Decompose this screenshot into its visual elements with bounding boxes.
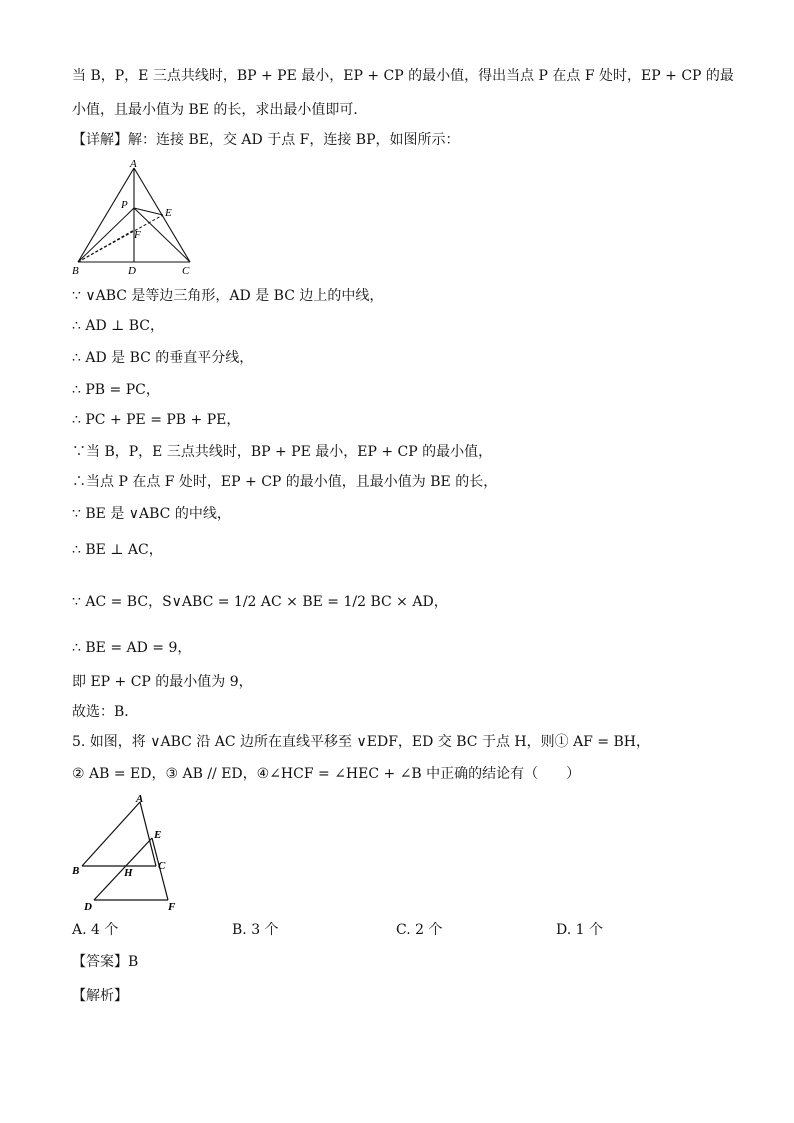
fig2-label-a: A	[136, 793, 144, 805]
fig1-label-c: C	[182, 265, 190, 277]
text-line-1: 当 B，P，E 三点共线时，BP + PE 最小，EP + CP 的最小值，得出当点 P 在点 F 处时，EP + CP 的最	[72, 68, 734, 84]
fig2-label-b: B	[72, 865, 80, 877]
text-line-9: ∵当 B，P，E 三点共线时，BP + PE 最小，EP + CP 的最小值，	[72, 444, 493, 460]
fig2-label-f: F	[168, 901, 176, 912]
text-line-8: ∴ PC + PE = PB + PE，	[72, 412, 241, 428]
option-d[interactable]: D. 1 个	[556, 922, 603, 938]
option-a[interactable]: A. 4 个	[72, 922, 119, 938]
fig1-label-b: B	[72, 265, 79, 277]
text-line-11: ∵ BE 是 ∨ABC 的中线，	[72, 506, 231, 522]
text-line-6: ∴ AD 是 BC 的垂直平分线，	[72, 350, 254, 366]
text-line-4: ∵ ∨ABC 是等边三角形，AD 是 BC 边上的中线，	[72, 288, 384, 304]
option-b[interactable]: B. 3 个	[232, 922, 279, 938]
text-line-17: 5. 如图，将 ∨ABC 沿 AC 边所在直线平移至 ∨EDF，ED 交 BC 于点 H，则① AF = BH，	[72, 734, 651, 750]
figure-equilateral-triangle	[68, 158, 198, 278]
text-line-18: ② AB = ED，③ AB // ED，④∠HCF = ∠HEC + ∠B 中正确的结论有（ ）	[72, 766, 581, 782]
fig1-label-p: P	[121, 199, 128, 211]
figure-translated-triangle	[68, 792, 188, 912]
text-line-2: 小值，且最小值为 BE 的长，求出最小值即可．	[72, 102, 368, 118]
text-line-16: 故选：B．	[72, 704, 139, 720]
fig1-label-a: A	[130, 158, 137, 170]
fig2-label-c: C	[158, 860, 166, 872]
option-c[interactable]: C. 2 个	[396, 922, 443, 938]
text-line-3: 【详解】解：连接 BE，交 AD 于点 F，连接 BP，如图所示：	[72, 132, 460, 148]
fig1-label-e: E	[165, 207, 172, 219]
fig2-label-e: E	[154, 829, 162, 841]
fig2-label-d: D	[84, 901, 92, 912]
fig1-label-f: F	[134, 229, 141, 241]
text-line-5: ∴ AD ⊥ BC，	[72, 318, 165, 334]
analysis-heading: 【解析】	[72, 988, 128, 1004]
text-line-10: ∴当点 P 在点 F 处时，EP + CP 的最小值，且最小值为 BE 的长，	[72, 474, 498, 490]
text-line-7: ∴ PB = PC，	[72, 382, 160, 398]
fig2-label-h: H	[124, 867, 133, 879]
text-line-14: ∴ BE = AD = 9，	[72, 640, 192, 656]
text-line-12: ∴ BE ⊥ AC，	[72, 542, 163, 558]
answer-line: 【答案】B	[72, 954, 139, 970]
text-line-13: ∵ AC = BC，S∨ABC = 1/2 AC × BE = 1/2 BC × AD，	[72, 594, 448, 610]
fig1-label-d: D	[128, 265, 136, 277]
text-line-15: 即 EP + CP 的最小值为 9，	[72, 674, 253, 690]
